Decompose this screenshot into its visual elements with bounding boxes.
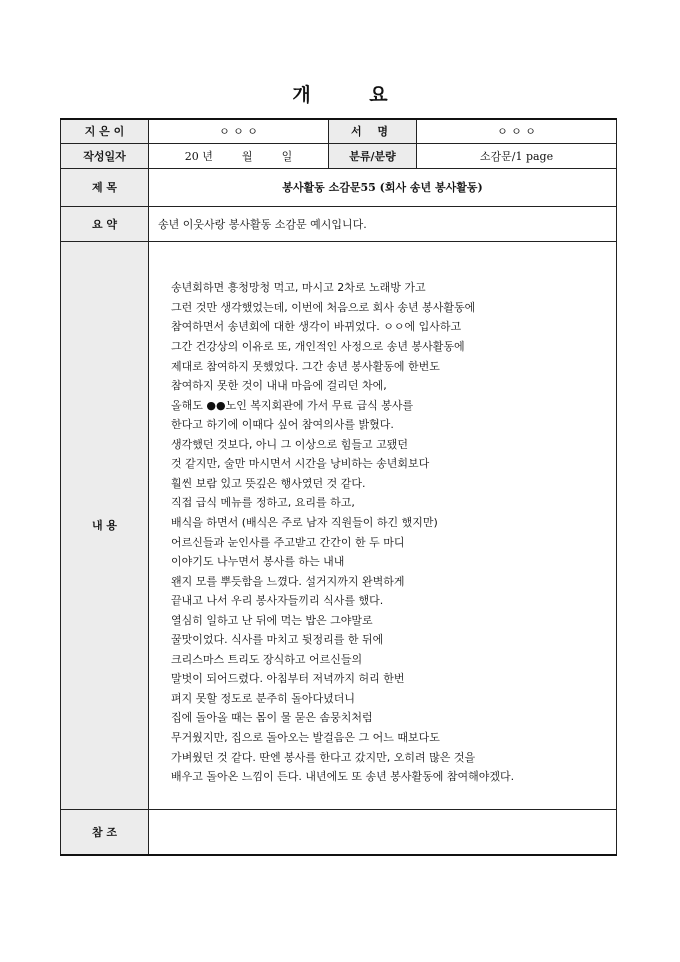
category-value: 소감문/1 page [417, 143, 617, 168]
reference-value [149, 809, 617, 855]
content-line: 가벼웠던 것 같다. 딴엔 봉사를 한다고 갔지만, 오히려 많은 것을 [171, 750, 476, 764]
summary-row [61, 206, 617, 241]
author-row [61, 119, 617, 143]
summary-label: 요 약 [61, 206, 149, 241]
content-line: 어르신들과 눈인사를 주고받고 간간이 한 두 마디 [171, 535, 405, 549]
document-title: 개 요 [292, 84, 414, 106]
content-line: 이야기도 나누면서 봉사를 하는 내내 [171, 555, 345, 569]
date-value [149, 143, 329, 168]
date-year: 20 년 [184, 149, 213, 163]
content-line: 참여하지 못한 것이 내내 마음에 걸리던 차에, [171, 379, 387, 393]
signature-label: 서 명 [329, 119, 417, 143]
content-line: 무거웠지만, 집으로 돌아오는 발걸음은 그 어느 때보다도 [171, 730, 440, 744]
content-line: 말벗이 되어드렸다. 아침부터 저녁까지 허리 한번 [171, 672, 405, 686]
report-form-table [60, 118, 617, 856]
reference-label: 참 조 [61, 809, 149, 855]
category-label: 분류/분량 [329, 143, 417, 168]
date-month: 월 [241, 149, 253, 163]
content-line: 훨씬 보람 있고 뜻깊은 행사였던 것 같다. [171, 476, 366, 490]
signature-value: ㅇ ㅇ ㅇ [417, 119, 617, 143]
content-line: 펴지 못할 정도로 분주히 돌아다녔더니 [171, 691, 356, 705]
content-line: 제대로 참여하지 못했었다. 그간 송년 봉사활동에 한번도 [171, 359, 440, 373]
content-line: 직접 급식 메뉴를 정하고, 요리를 하고, [171, 496, 355, 510]
subject-value: 봉사활동 소감문55 (회사 송년 봉사활동) [149, 168, 617, 206]
content-line: 열심히 일하고 난 뒤에 먹는 밥은 그야말로 [171, 613, 373, 627]
content-line: 것 같지만, 술만 마시면서 시간을 낭비하는 송년회보다 [171, 457, 430, 471]
content-line: 그간 건강상의 이유로 또, 개인적인 사정으로 송년 봉사활동에 [171, 340, 465, 354]
content-line: 왠지 모를 뿌듯함을 느꼈다. 설거지까지 완벽하게 [171, 574, 405, 588]
date-row [61, 143, 617, 168]
content-label: 내 용 [61, 241, 149, 809]
subject-label: 제 목 [61, 168, 149, 206]
content-line: 꿀맛이었다. 식사를 마치고 뒷정리를 한 뒤에 [171, 633, 384, 647]
content-line: 생각했던 것보다, 아니 그 이상으로 힘들고 고됐던 [171, 437, 408, 451]
content-line: 그런 것만 생각했었는데, 이번에 처음으로 회사 송년 봉사활동에 [171, 300, 476, 314]
reference-row [61, 809, 617, 855]
content-line: 배식을 하면서 (배식은 주로 남자 직원들이 하긴 했지만) [171, 515, 438, 529]
content-row [61, 241, 617, 809]
content-line: 참여하면서 송년회에 대한 생각이 바뀌었다. ㅇㅇ에 입사하고 [171, 320, 462, 334]
date-day: 일 [281, 149, 293, 163]
content-line: 크리스마스 트리도 장식하고 어르신들의 [171, 652, 363, 666]
content-body [149, 241, 617, 809]
content-line: 송년회하면 흥청망청 먹고, 마시고 2차로 노래방 가고 [171, 281, 426, 295]
date-label: 작성일자 [61, 143, 149, 168]
summary-value: 송년 이웃사랑 봉사활동 소감문 예시입니다. [149, 206, 617, 241]
content-line: 한다고 하기에 이때다 싶어 참여의사를 밝혔다. [171, 418, 394, 432]
content-line: 배우고 돌아온 느낌이 든다. 내년에도 또 송년 봉사활동에 참여해야겠다. [171, 770, 515, 784]
content-line: 올해도 ●●노인 복지회관에 가서 무료 급식 봉사를 [171, 398, 414, 412]
subject-row [61, 168, 617, 206]
content-line: 집에 돌아올 때는 몸이 물 묻은 솜뭉치처럼 [171, 711, 373, 725]
author-label: 지 은 이 [61, 119, 149, 143]
author-value: ㅇ ㅇ ㅇ [149, 119, 329, 143]
content-text [149, 263, 616, 786]
content-line: 끝내고 나서 우리 봉사자들끼리 식사를 했다. [171, 594, 384, 608]
